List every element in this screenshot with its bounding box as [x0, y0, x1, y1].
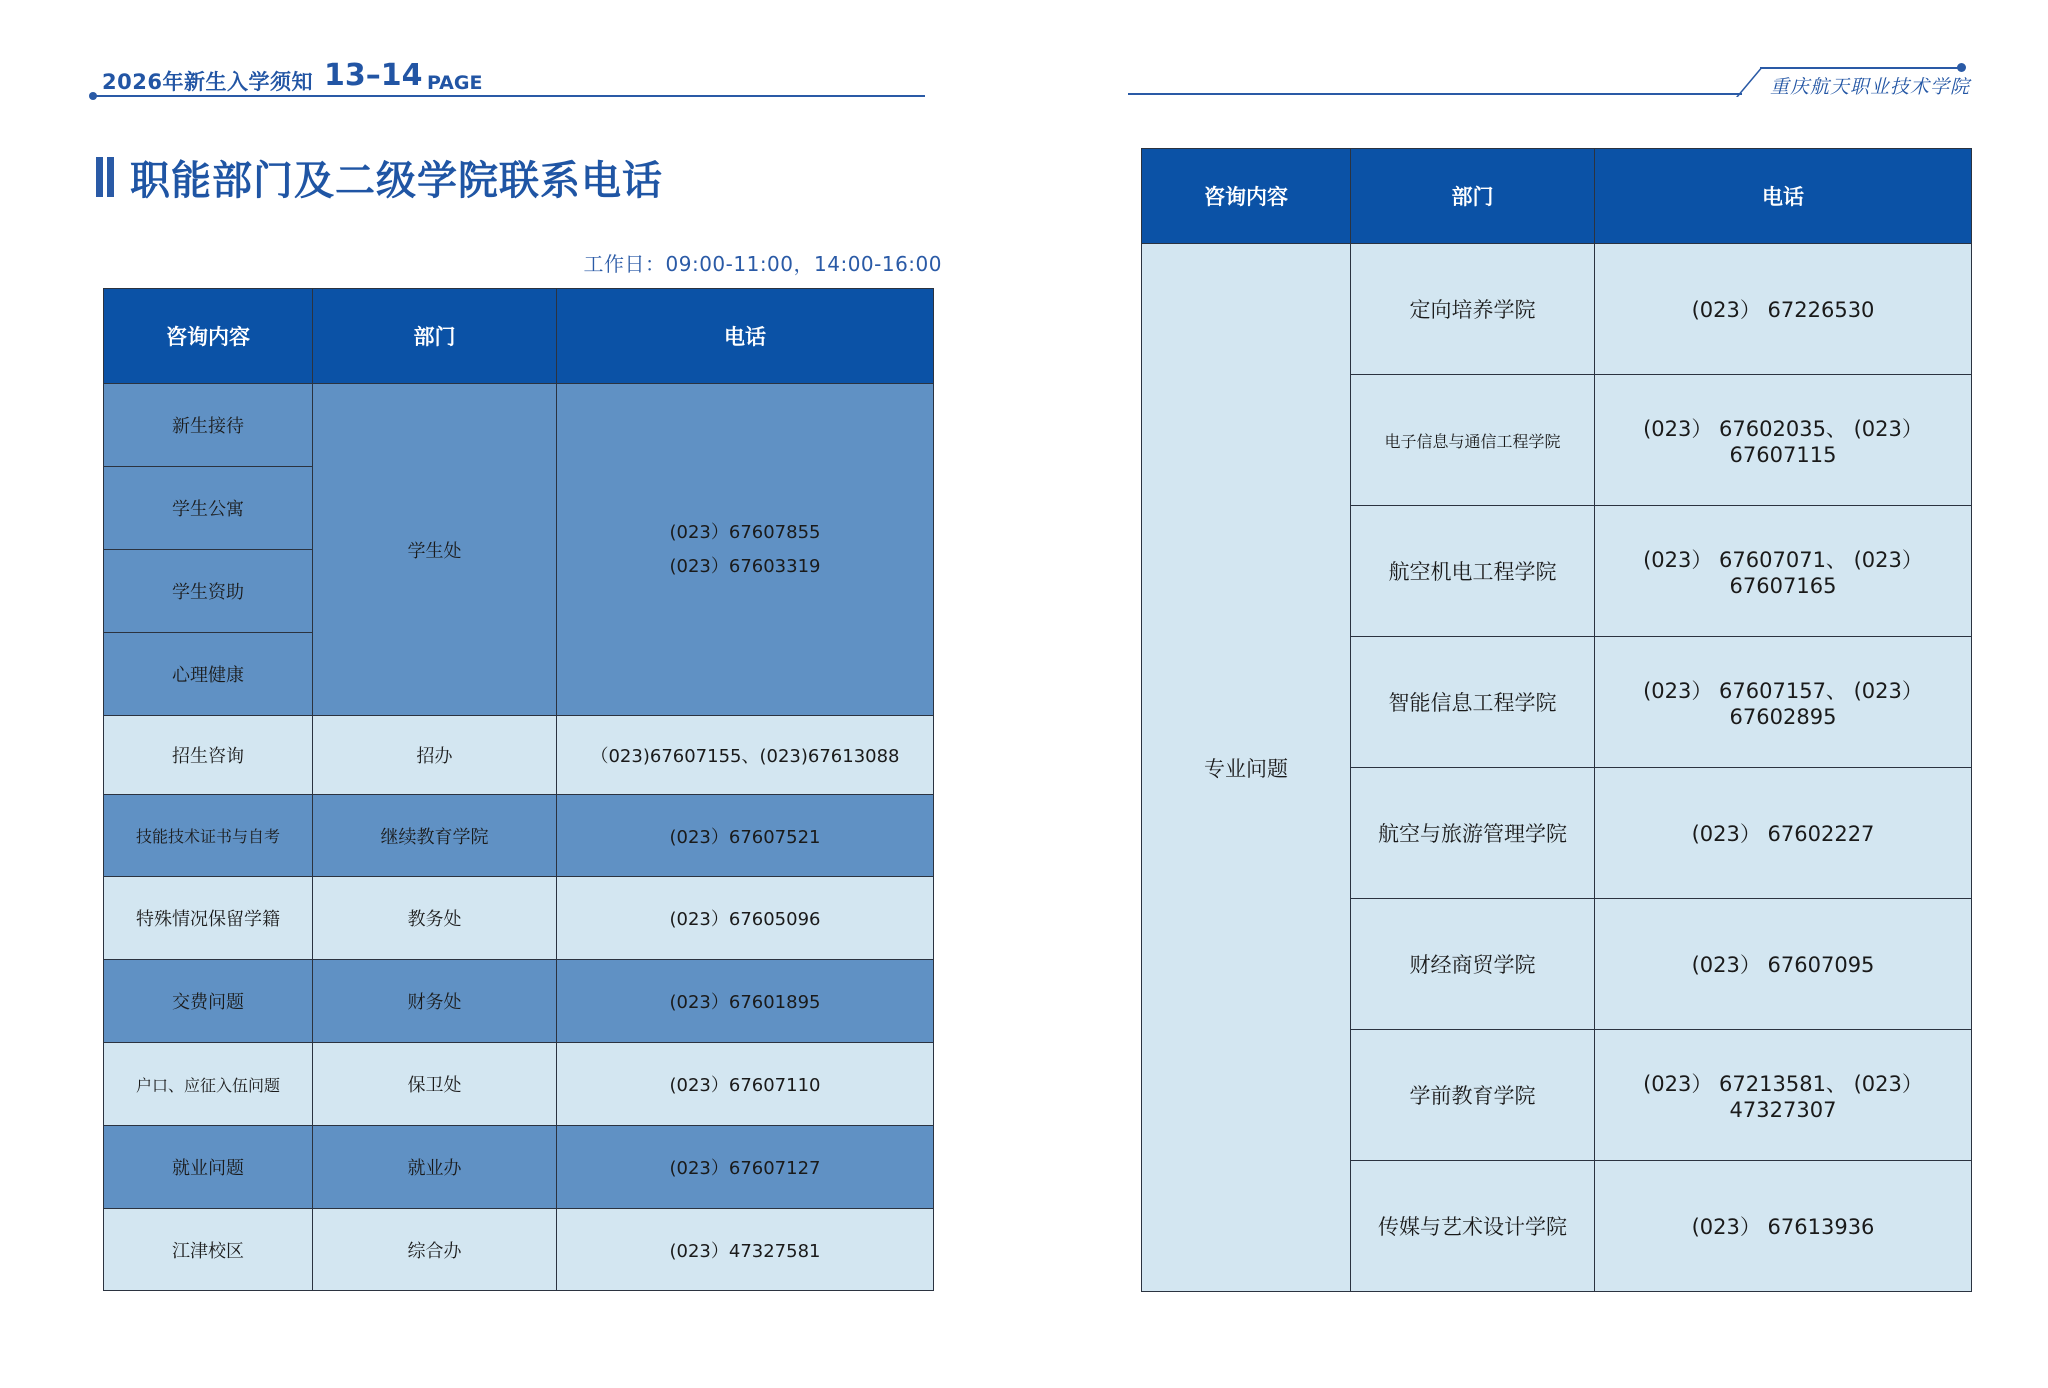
table-row [104, 960, 934, 1043]
phone-cell: (023）67607110 [557, 1043, 934, 1126]
header-rule [1128, 93, 1742, 95]
page-numbers: 13–14 [324, 58, 423, 93]
phone-cell: (023） 67602035、 (023） 67607115 [1595, 375, 1972, 506]
table-row [104, 384, 934, 467]
dept-cell: 招办 [313, 716, 557, 795]
dept-cell: 财务处 [313, 960, 557, 1043]
heading-bar [96, 157, 103, 197]
phone-cell: (023） 67607071、 (023） 67607165 [1595, 506, 1972, 637]
topic-cell: 就业问题 [104, 1126, 313, 1209]
booklet-title: 2026年新生入学须知 [102, 70, 313, 94]
header-dot [1957, 63, 1966, 72]
dept-cell: 传媒与艺术设计学院 [1351, 1161, 1595, 1292]
right-page-header [1128, 60, 1971, 100]
dept-cell: 航空与旅游管理学院 [1351, 768, 1595, 899]
column-header: 咨询内容 [1142, 149, 1351, 244]
table-row [104, 1043, 934, 1126]
phone-cell: (023）67605096 [557, 877, 934, 960]
dept-cell: 航空机电工程学院 [1351, 506, 1595, 637]
phone-number: (023）67607855 [669, 521, 821, 543]
phone-cell [557, 384, 934, 716]
topic-cell: 技能技术证书与自考 [104, 795, 313, 877]
dept-cell: 定向培养学院 [1351, 244, 1595, 375]
column-header: 咨询内容 [104, 289, 313, 384]
table-row [104, 1209, 934, 1291]
table-row [104, 716, 934, 795]
dept-cell: 学生处 [313, 384, 557, 716]
phone-cell: (023）67601895 [557, 960, 934, 1043]
topic-cell: 学生资助 [104, 550, 313, 633]
phone-cell: (023） 67607095 [1595, 899, 1972, 1030]
topic-cell: 专业问题 [1142, 244, 1351, 1292]
topic-cell: 户口、应征入伍问题 [104, 1043, 313, 1126]
phone-cell: (023） 67613936 [1595, 1161, 1972, 1292]
column-header: 电话 [557, 289, 934, 384]
header-dot [89, 92, 97, 100]
dept-cell: 教务处 [313, 877, 557, 960]
contact-table-left [103, 288, 934, 1291]
header-top-rule [1760, 67, 1962, 69]
dept-cell: 电子信息与通信工程学院 [1351, 375, 1595, 506]
phone-cell: (023）67607127 [557, 1126, 934, 1209]
column-header: 部门 [1351, 149, 1595, 244]
dept-cell: 综合办 [313, 1209, 557, 1291]
dept-cell: 继续教育学院 [313, 795, 557, 877]
dept-cell: 就业办 [313, 1126, 557, 1209]
table-row [104, 1126, 934, 1209]
page-title: 职能部门及二级学院联系电话 [130, 156, 663, 204]
topic-cell: 江津校区 [104, 1209, 313, 1291]
phone-cell: (023） 67226530 [1595, 244, 1972, 375]
topic-cell: 新生接待 [104, 384, 313, 467]
dept-cell: 学前教育学院 [1351, 1030, 1595, 1161]
table-row [104, 877, 934, 960]
topic-cell: 学生公寓 [104, 467, 313, 550]
topic-cell: 特殊情况保留学籍 [104, 877, 313, 960]
dept-cell: 财经商贸学院 [1351, 899, 1595, 1030]
table-row [104, 795, 934, 877]
heading-bar [107, 157, 114, 197]
dept-cell: 保卫处 [313, 1043, 557, 1126]
phone-number: (023）67603319 [669, 555, 821, 577]
column-header: 部门 [313, 289, 557, 384]
contact-table-right [1141, 148, 1972, 1292]
phone-cell: (023） 67607157、 (023） 67602895 [1595, 637, 1972, 768]
table-header-row [104, 289, 934, 384]
phone-cell: (023） 67602227 [1595, 768, 1972, 899]
column-header: 电话 [1595, 149, 1972, 244]
topic-cell: 交费问题 [104, 960, 313, 1043]
phone-cell: (023）67607521 [557, 795, 934, 877]
table-header-row [1142, 149, 1972, 244]
header-slant [1736, 67, 1763, 97]
dept-cell: 智能信息工程学院 [1351, 637, 1595, 768]
topic-cell: 心理健康 [104, 633, 313, 716]
phone-cell: （023)67607155、(023)67613088 [557, 716, 934, 795]
section-heading [96, 150, 663, 204]
table-row [1142, 244, 1972, 375]
topic-cell: 招生咨询 [104, 716, 313, 795]
phone-cell: (023）47327581 [557, 1209, 934, 1291]
left-page-header [92, 58, 925, 102]
workday-hours: 工作日：09:00-11:00，14:00-16:00 [583, 252, 942, 276]
page-word: PAGE [427, 72, 483, 94]
school-name-signature: 重庆航天职业技术学院 [1770, 76, 1971, 98]
phone-cell: (023） 67213581、 (023） 47327307 [1595, 1030, 1972, 1161]
